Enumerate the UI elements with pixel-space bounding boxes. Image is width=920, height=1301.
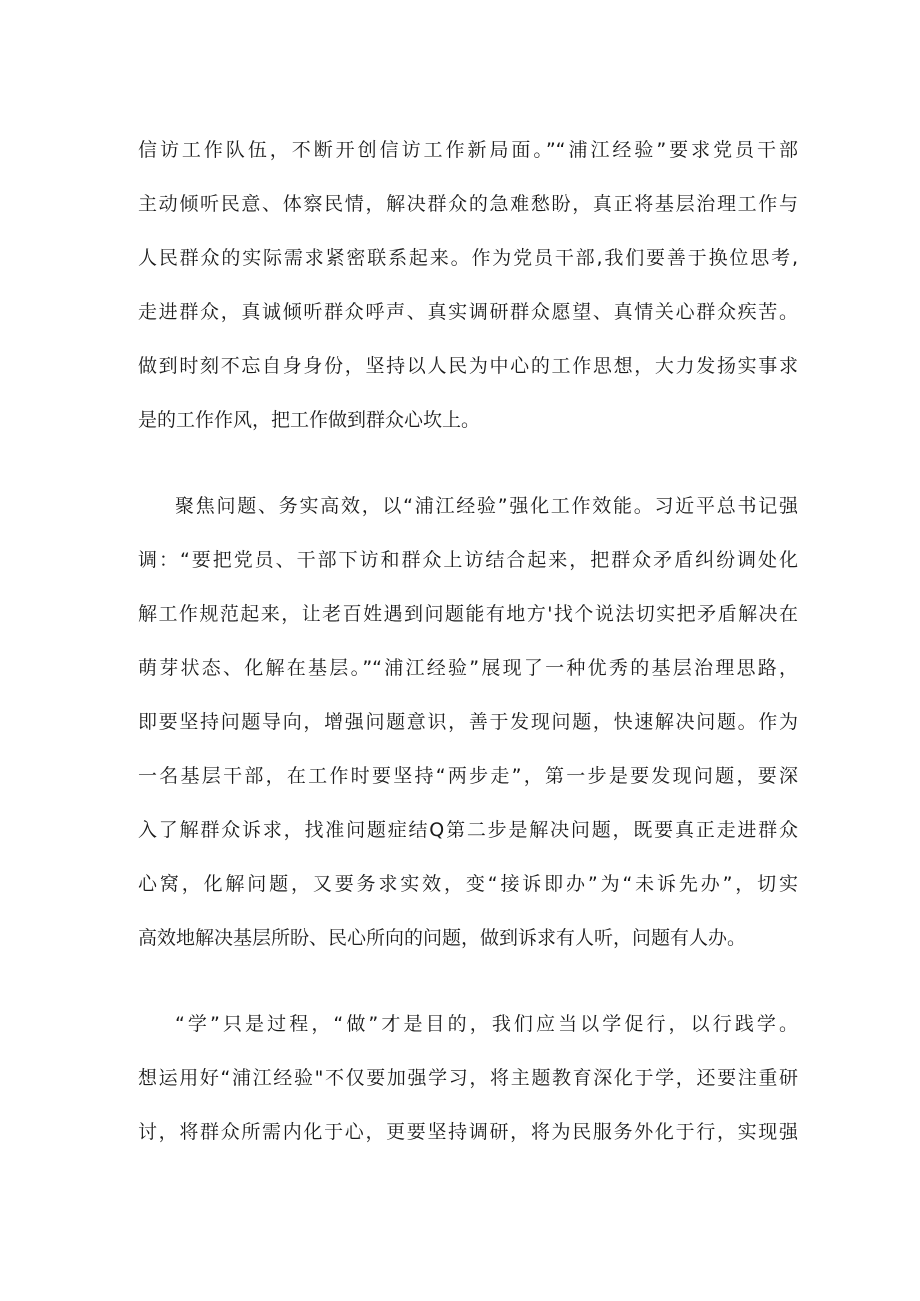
text-line: 解工作规范起来，让老百姓遇到问题能有地方'找个说法切实把矛盾解决在 <box>138 603 798 625</box>
text-line: 做到时刻不忘自身身份，坚持以人民为中心的工作思想，大力发扬实事求 <box>138 355 798 377</box>
text-line: 走进群众，真诚倾听群众呼声、真实调研群众愿望、真情关心群众疾苦。 <box>138 301 798 323</box>
text-line: 信访工作队伍，不断开创信访工作新局面。”“浦江经验”要求党员干部 <box>138 139 798 161</box>
text-line: 主动倾听民意、体察民情，解决群众的急难愁盼，真正将基层治理工作与 <box>138 193 798 215</box>
text-line: 萌芽状态、化解在基层。”“浦江经验”展现了一种优秀的基层治理思路， <box>138 657 798 679</box>
text-line: 是的工作作风，把工作做到群众心坎上。 <box>138 409 481 431</box>
text-line: 讨，将群众所需内化于心，更要坚持调研，将为民服务外化于行，实现强 <box>138 1121 798 1143</box>
text-line: 一名基层干部，在工作时要坚持“两步走”，第一步是要发现问题，要深 <box>138 765 798 787</box>
text-line: “学”只是过程，“做”才是目的，我们应当以学促行，以行践学。 <box>175 1013 798 1035</box>
text-line: 入了解群众诉求，找准问题症结Q第二步是解决问题，既要真正走进群众 <box>138 819 798 841</box>
text-line: 即要坚持问题导向，增强问题意识，善于发现问题，快速解决问题。作为 <box>138 711 798 733</box>
text-line: 想运用好“浦江经验"不仅要加强学习，将主题教育深化于学，还要注重研 <box>138 1067 798 1089</box>
text-line: 调：“要把党员、干部下访和群众上访结合起来，把群众矛盾纠纷调处化 <box>138 549 798 571</box>
text-line: 心窝，化解问题，又要务求实效，变“接诉即办”为“未诉先办”，切实 <box>138 873 798 895</box>
text-line: 高效地解决基层所盼、民心所向的问题，做到诉求有人听，问题有人办。 <box>138 927 747 949</box>
text-line: 聚焦问题、务实高效，以“浦江经验”强化工作效能。习近平总书记强 <box>175 495 798 517</box>
text-line: 人民群众的实际需求紧密联系起来。作为党员干部,我们要善于换位思考, <box>138 247 798 269</box>
